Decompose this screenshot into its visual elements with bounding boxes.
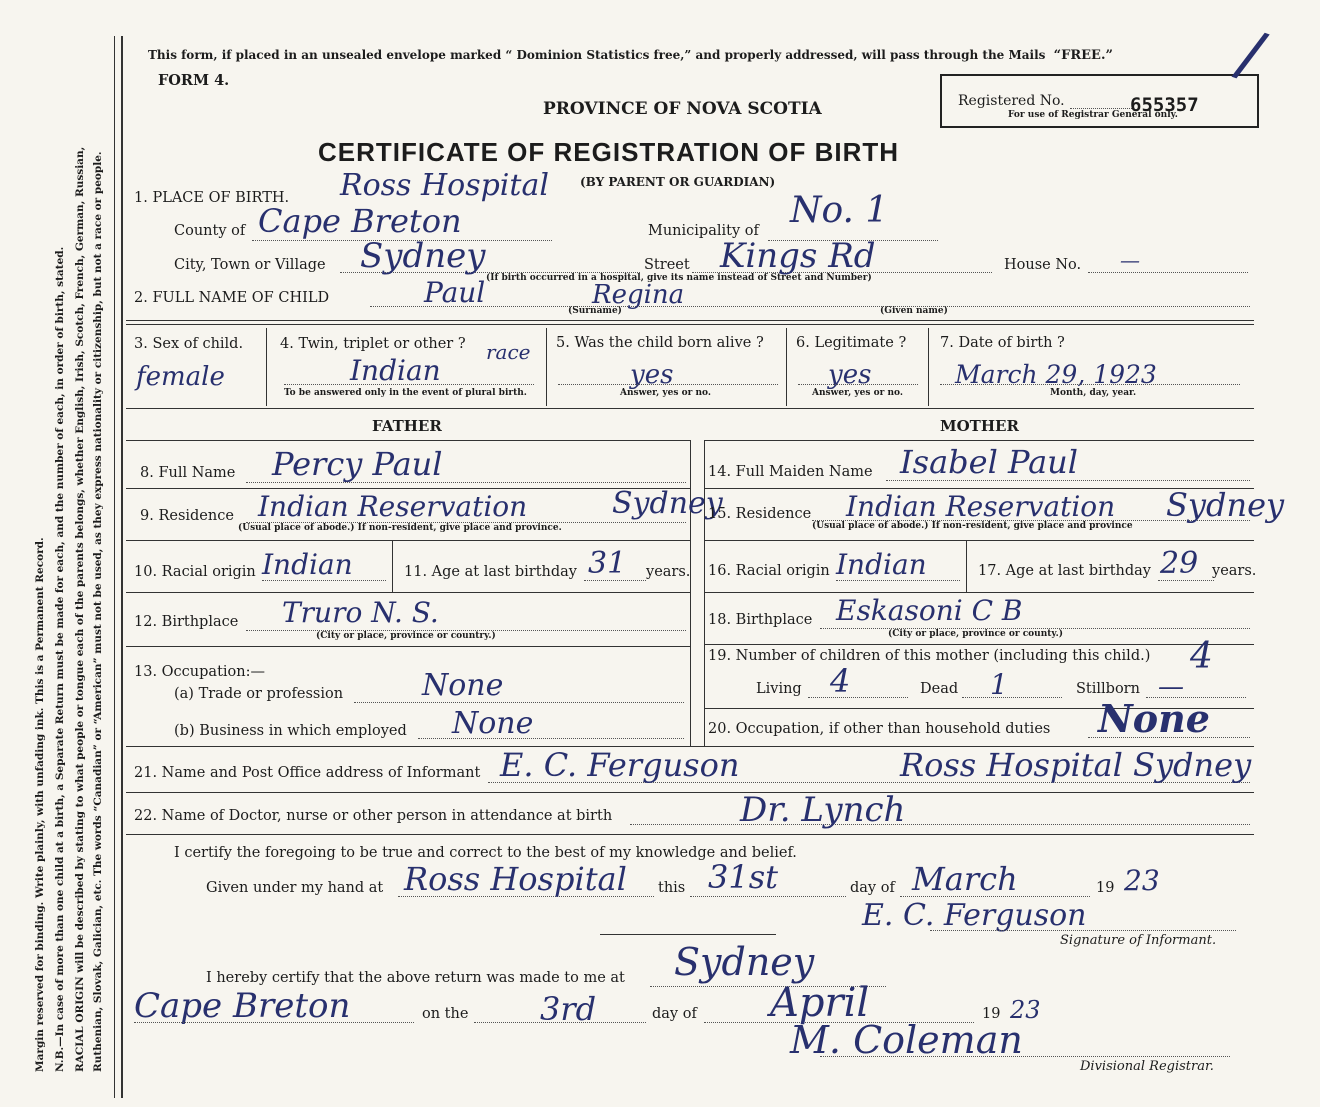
mother-heading-rule xyxy=(704,440,1254,441)
section-divider-5 xyxy=(126,834,1254,835)
mother-residence-caption: (Usual place of abode.) If non-resident, give place and province xyxy=(812,521,1133,531)
surname-caption: (Surname) xyxy=(568,306,622,316)
child-name-dots xyxy=(370,306,1250,307)
house-dots xyxy=(1088,272,1248,273)
mother-rule-15 xyxy=(704,540,1254,541)
place-of-birth-value: Ross Hospital xyxy=(340,168,549,203)
father-business-label: (b) Business in which employed xyxy=(174,723,407,739)
mother-racial-divider xyxy=(966,540,967,592)
mother-rule-16 xyxy=(704,592,1254,593)
mother-residence-value: Indian Reservation xyxy=(846,490,1116,523)
mother-dead-label: Dead xyxy=(920,681,959,697)
mail-free: “FREE.” xyxy=(1053,48,1113,63)
twin-dots xyxy=(284,384,534,385)
twin-caption: To be answered only in the event of plural birth. xyxy=(284,388,527,398)
mother-dead-value: 1 xyxy=(990,668,1008,701)
mother-living-dots xyxy=(808,697,908,698)
doctor-dots xyxy=(630,824,1250,825)
street-value: Kings Rd xyxy=(720,236,876,276)
county-label: County of xyxy=(174,223,246,239)
father-residence-value: Indian Reservation xyxy=(258,490,528,523)
father-residence-extra: Sydney xyxy=(612,486,723,521)
county-value: Cape Breton xyxy=(258,202,462,240)
mother-name-value: Isabel Paul xyxy=(900,443,1078,481)
registrar-year-prefix: 19 xyxy=(982,1006,1001,1022)
father-racial-value: Indian xyxy=(262,548,353,581)
given-place-value: Ross Hospital xyxy=(404,860,627,898)
alive-label: 5. Was the child born alive ? xyxy=(556,335,764,351)
mother-birthplace-label: 18. Birthplace xyxy=(708,612,813,628)
mother-stillborn-value: — xyxy=(1158,672,1184,702)
mother-name-label: 14. Full Maiden Name xyxy=(708,464,873,480)
province-title: PROVINCE OF NOVA SCOTIA xyxy=(543,99,822,119)
father-racial-label: 10. Racial origin xyxy=(134,564,256,580)
margin-note-4: Ruthenian, Slovak, Galician, etc. The words “Canadian” or “American” must not be used, as they express nationality or citizenship, but not a race or people. xyxy=(92,151,104,1072)
doctor-label: 22. Name of Doctor, nurse or other person in attendance at birth xyxy=(134,808,613,824)
twin-extra: race xyxy=(486,340,531,364)
section-divider-4 xyxy=(126,792,1254,793)
dob-caption: Month, day, year. xyxy=(1050,388,1137,398)
mother-living-value: 4 xyxy=(830,662,851,700)
given-year-prefix: 19 xyxy=(1096,880,1115,896)
given-day-dots xyxy=(690,896,846,897)
dob-value: March 29, 1923 xyxy=(955,360,1157,389)
registrar-day-value: 3rd xyxy=(540,990,597,1028)
registrar-county-value: Cape Breton xyxy=(134,986,351,1026)
certify-statement: I certify the foregoing to be true and correct to the best of my knowledge and belief. xyxy=(174,845,797,861)
doctor-value: Dr. Lynch xyxy=(740,790,906,830)
mother-occupation-label: 20. Occupation, if other than household duties xyxy=(708,721,1051,737)
father-trade-value: None xyxy=(422,668,504,703)
legitimate-caption: Answer, yes or no. xyxy=(812,388,903,398)
row3-divider-4 xyxy=(928,328,929,406)
section-divider-1 xyxy=(126,320,1254,321)
registrar-use-note: For use of Registrar General only. xyxy=(1008,110,1178,120)
on-the-label: on the xyxy=(422,1006,469,1022)
twin-label: 4. Twin, triplet or other ? xyxy=(280,336,466,352)
given-at-label: Given under my hand at xyxy=(206,880,384,896)
row3-divider-1 xyxy=(266,328,267,406)
certificate-subtitle: (BY PARENT OR GUARDIAN) xyxy=(580,175,776,189)
binding-line-inner xyxy=(121,36,123,1098)
sex-value: female xyxy=(136,362,225,392)
informant-label: 21. Name and Post Office address of Informant xyxy=(134,765,481,781)
mother-birthplace-value: Eskasoni C B xyxy=(836,594,1023,627)
father-years-label: years. xyxy=(646,564,691,580)
municipality-label: Municipality of xyxy=(648,223,759,239)
given-this-label: this xyxy=(658,880,686,896)
mother-age-label: 17. Age at last birthday xyxy=(978,563,1151,579)
father-rule-8 xyxy=(126,488,690,489)
mother-dead-dots xyxy=(962,697,1062,698)
mother-residence-label: 15. Residence xyxy=(708,506,812,522)
father-birthplace-value: Truro N. S. xyxy=(282,596,439,629)
registrar-signature: M. Coleman xyxy=(790,1018,1023,1062)
mother-heading: MOTHER xyxy=(940,417,1019,435)
municipality-value: No. 1 xyxy=(790,190,889,231)
father-rule-9 xyxy=(126,540,690,541)
house-value: — xyxy=(1120,248,1140,272)
father-racial-divider xyxy=(392,540,393,592)
place-of-birth-label: 1. PLACE OF BIRTH. xyxy=(134,190,290,206)
father-rule-12 xyxy=(126,646,690,647)
house-label: House No. xyxy=(1004,257,1082,273)
mail-notice-text: This form, if placed in an unsealed envelope marked “ Dominion Statistics free,” and properly addressed, will pass through the Mails xyxy=(148,48,1046,62)
registered-value: 655357 xyxy=(1130,94,1199,116)
father-name-value: Percy Paul xyxy=(272,445,443,483)
child-surname-value: Paul xyxy=(424,276,486,309)
mother-children-value: 4 xyxy=(1190,636,1213,677)
row3-divider-3 xyxy=(786,328,787,406)
sex-label: 3. Sex of child. xyxy=(134,336,244,352)
father-birthplace-label: 12. Birthplace xyxy=(134,614,239,630)
hospital-note: (If birth occurred in a hospital, give its name instead of Street and Number) xyxy=(486,273,872,283)
informant-signature: E. C. Ferguson xyxy=(862,898,1087,933)
dob-label: 7. Date of birth ? xyxy=(940,335,1065,351)
mail-notice xyxy=(148,48,1113,63)
registrar-day-of-label: day of xyxy=(652,1006,697,1022)
father-residence-caption: (Usual place of abode.) If non-resident, give place and province. xyxy=(238,523,562,533)
father-trade-dots xyxy=(354,702,684,703)
mother-stillborn-label: Stillborn xyxy=(1076,681,1140,697)
legitimate-value: yes xyxy=(828,360,872,390)
alive-caption: Answer, yes or no. xyxy=(620,388,711,398)
registrar-place-value: Sydney xyxy=(674,940,815,984)
registrar-label: Divisional Registrar. xyxy=(1080,1059,1214,1074)
father-heading-rule xyxy=(126,440,690,441)
city-value: Sydney xyxy=(360,236,486,276)
dob-dots xyxy=(940,384,1240,385)
mother-racial-value: Indian xyxy=(836,548,927,581)
legitimate-dots xyxy=(798,384,918,385)
mother-years-label: years. xyxy=(1212,563,1257,579)
alive-dots xyxy=(558,384,778,385)
given-day-value: 31st xyxy=(708,858,778,896)
given-year-value: 23 xyxy=(1124,864,1160,897)
father-business-value: None xyxy=(452,706,534,741)
mother-residence-extra: Sydney xyxy=(1166,486,1285,524)
binding-line-outer xyxy=(114,36,115,1098)
mother-racial-label: 16. Racial origin xyxy=(708,563,830,579)
margin-note-3: RACIAL ORIGIN will be described by stating to what people or tongue each of the parents belongs, whether English, Irish, Scotch, French, German, Russian, xyxy=(74,146,86,1072)
mother-rule-18 xyxy=(704,644,1254,645)
mother-birthplace-caption: (City or place, province or county.) xyxy=(888,629,1064,639)
certify-small-rule xyxy=(600,934,776,935)
father-heading: FATHER xyxy=(372,417,442,435)
mother-children-label: 19. Number of children of this mother (including this child.) xyxy=(708,648,1151,664)
father-residence-label: 9. Residence xyxy=(140,508,234,524)
section-divider-2 xyxy=(126,408,1254,409)
alive-value: yes xyxy=(630,360,674,390)
margin-note-1: Margin reserved for binding. Write plainly, with unfading ink. This is a Permanent Record. xyxy=(34,537,46,1072)
father-birthplace-caption: (City or place, province or country.) xyxy=(316,631,496,641)
row3-divider-2 xyxy=(546,328,547,406)
given-caption: (Given name) xyxy=(880,306,948,316)
informant-address-value: Ross Hospital Sydney xyxy=(900,746,1252,784)
child-name-label: 2. FULL NAME OF CHILD xyxy=(134,290,330,306)
mother-age-value: 29 xyxy=(1160,546,1199,581)
registrar-county-dots xyxy=(134,1022,414,1023)
margin-note-2: N.B.—In case of more than one child at a birth, a Separate Return must be made for each, and the number of each, in order of birth, stated. xyxy=(54,246,66,1072)
father-rule-10 xyxy=(126,592,690,593)
given-month-value: March xyxy=(912,860,1018,898)
registrar-year-value: 23 xyxy=(1010,996,1041,1024)
signature-dots xyxy=(930,930,1236,931)
city-label: City, Town or Village xyxy=(174,257,326,273)
registrar-signature-dots xyxy=(820,1056,1230,1057)
mother-living-label: Living xyxy=(756,681,802,697)
registered-dots xyxy=(1070,108,1132,109)
form-number: FORM 4. xyxy=(158,72,230,89)
twin-value: Indian xyxy=(350,354,441,387)
child-given-value: Regina xyxy=(592,280,685,310)
informant-name-value: E. C. Ferguson xyxy=(500,746,740,784)
section-divider-1b xyxy=(126,324,1254,325)
given-day-of-label: day of xyxy=(850,880,895,896)
father-age-label: 11. Age at last birthday xyxy=(404,564,577,580)
signature-label: Signature of Informant. xyxy=(1060,933,1217,948)
street-label: Street xyxy=(644,257,690,273)
legitimate-label: 6. Legitimate ? xyxy=(796,335,907,351)
father-age-value: 31 xyxy=(588,546,627,581)
mother-occupation-value: None xyxy=(1098,696,1210,741)
registrar-month-value: April xyxy=(770,980,870,1026)
certificate-title: CERTIFICATE OF REGISTRATION OF BIRTH xyxy=(318,137,900,167)
father-occupation-label: 13. Occupation:— xyxy=(134,664,265,680)
registrar-statement: I hereby certify that the above return was made to me at xyxy=(206,970,625,986)
check-mark: / xyxy=(1227,16,1274,94)
father-trade-label: (a) Trade or profession xyxy=(174,686,344,702)
father-name-label: 8. Full Name xyxy=(140,465,236,481)
registered-label: Registered No. xyxy=(958,93,1065,109)
